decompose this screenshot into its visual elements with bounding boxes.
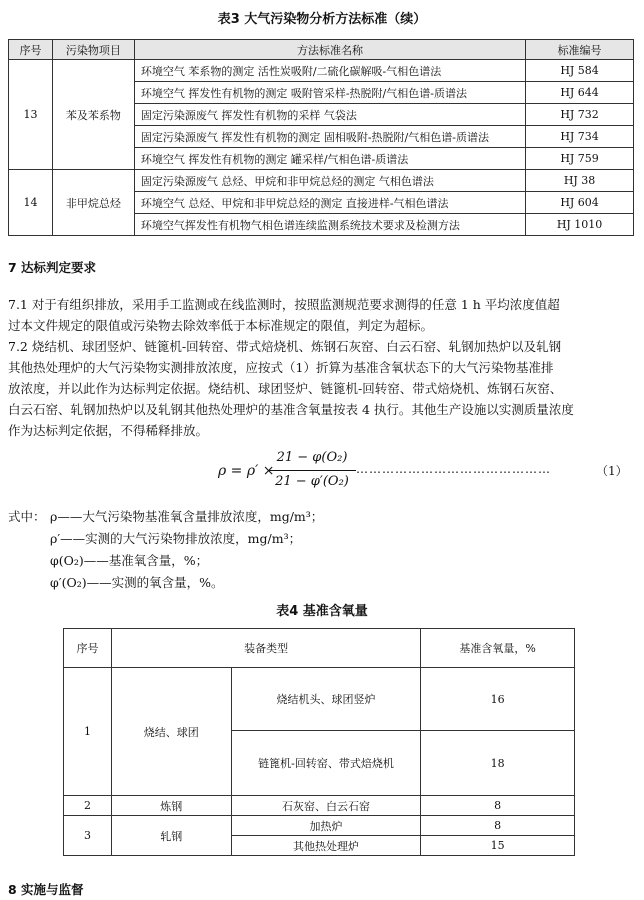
section8-title: 8 实施与监督: [8, 882, 84, 897]
table3-code: HJ 1010: [526, 214, 634, 236]
definition-phi-prime: φ′(O₂)——实测的氧含量，%。: [50, 575, 224, 590]
table-row: [9, 170, 634, 192]
table3-code: HJ 759: [526, 148, 634, 170]
table4-type: 轧钢: [111, 816, 231, 856]
table4-subtype: 烧结机头、球团竖炉: [231, 668, 421, 731]
table4-no: 3: [64, 816, 112, 856]
table4: [63, 628, 575, 856]
table4-subtype: 其他热处理炉: [231, 836, 421, 856]
definition-phi: φ(O₂)——基准氧含量，%；: [50, 553, 209, 568]
formula-fraction-bar: [268, 470, 356, 471]
table3-method: 固定污染源废气 挥发性有机物的测定 固相吸附-热脱附/气相色谱-质谱法: [134, 126, 525, 148]
table3-header-pollutant: 污染物项目: [52, 40, 134, 60]
paragraph-line: 7.2 烧结机、球团竖炉、链篦机-回转窑、带式焙烧机、炼钢石灰窑、白云石窑、轧钢加热炉以及轧钢: [8, 339, 562, 354]
section7-title: 7 达标判定要求: [8, 260, 97, 275]
definition-rho: ρ——大气污染物基准氧含量排放浓度，mg/m³；: [50, 509, 324, 524]
table4-subtype: 链篦机-回转窑、带式焙烧机: [231, 731, 421, 796]
table4-oxygen-value: 15: [421, 836, 575, 856]
table4-oxygen-value: 18: [421, 731, 575, 796]
formula-lhs: ρ = ρ′ ×: [218, 463, 275, 479]
formula-leader-dots: ………………………………………: [356, 462, 551, 476]
paragraph-7-1: [8, 294, 632, 336]
table4-oxygen-value: 16: [421, 668, 575, 731]
table4-oxygen-value: 8: [421, 796, 575, 816]
table-row: [64, 796, 575, 816]
paragraph-line: 其他热处理炉的大气污染物实测排放浓度，应按式（1）折算为基准含氧状态下的大气污染物基准排: [8, 360, 554, 375]
table4-type: 炼钢: [111, 796, 231, 816]
table3-code: HJ 732: [526, 104, 634, 126]
formula-numerator: 21 − φ(O₂): [276, 450, 348, 465]
table-row: [9, 60, 634, 82]
paragraph-line: 作为达标判定依据，不得稀释排放。: [8, 423, 209, 438]
table-row: [64, 816, 575, 836]
table3-header-row: [9, 40, 634, 60]
table3: [8, 39, 634, 236]
paragraph-line: 7.1 对于有组织排放，采用手工监测或在线监测时，按照监测规范要求测得的任意 1 h 平均浓度值超: [8, 297, 560, 312]
table4-subtype: 石灰窑、白云石窑: [231, 796, 421, 816]
table4-type: 烧结、球团: [111, 668, 231, 796]
paragraph-line: 过本文件规定的限值或污染物去除效率低于本标准规定的限值，判定为超标。: [8, 318, 434, 333]
table4-header-oxygen: 基准含氧量，%: [421, 629, 575, 668]
definition-rho-prime: ρ′——实测的大气污染物排放浓度，mg/m³；: [50, 531, 302, 546]
table4-header-row: [64, 629, 575, 668]
table4-oxygen-value: 8: [421, 816, 575, 836]
where-label: 式中：: [8, 509, 46, 524]
table4-header-type: 装备类型: [111, 629, 420, 668]
table3-group-pollutant: 苯及苯系物: [52, 60, 134, 170]
table3-header-method: 方法标准名称: [134, 40, 525, 60]
paragraph-7-2: [8, 336, 632, 441]
table4-no: 1: [64, 668, 112, 796]
table3-group-no: 14: [9, 170, 53, 236]
table3-code: HJ 604: [526, 192, 634, 214]
table4-no: 2: [64, 796, 112, 816]
formula-denominator: 21 − φ′(O₂): [275, 474, 349, 489]
table3-method: 环境空气 挥发性有机物的测定 罐采样/气相色谱-质谱法: [134, 148, 525, 170]
table3-group-no: 13: [9, 60, 53, 170]
table-row: [64, 668, 575, 731]
paragraph-line: 白云石窑、轧钢加热炉以及轧钢其他热处理炉的基准含氧量按表 4 执行。其他生产设施以实测质量浓度: [8, 402, 574, 417]
table3-code: HJ 644: [526, 82, 634, 104]
table3-caption: 表3 大气污染物分析方法标准（续）: [217, 12, 427, 27]
paragraph-line: 放浓度，并以此作为达标判定依据。烧结机、球团竖炉、链篦机-回转窑、带式焙烧机、炼钢石灰窑、: [8, 381, 563, 396]
table3-header-no: 序号: [9, 40, 53, 60]
table4-caption: 表4 基准含氧量: [276, 604, 368, 619]
table3-code: HJ 734: [526, 126, 634, 148]
formula-number: （1）: [596, 464, 628, 478]
table4-header-no: 序号: [64, 629, 112, 668]
table3-method: 固定污染源废气 总烃、甲烷和非甲烷总烃的测定 气相色谱法: [134, 170, 525, 192]
table3-code: HJ 38: [526, 170, 634, 192]
table3-method: 环境空气 挥发性有机物的测定 吸附管采样-热脱附/气相色谱-质谱法: [134, 82, 525, 104]
table3-method: 固定污染源废气 挥发性有机物的采样 气袋法: [134, 104, 525, 126]
table3-header-code: 标准编号: [526, 40, 634, 60]
table3-method: 环境空气挥发性有机物气相色谱连续监测系统技术要求及检测方法: [134, 214, 525, 236]
table3-group-pollutant: 非甲烷总烃: [52, 170, 134, 236]
table3-method: 环境空气 苯系物的测定 活性炭吸附/二硫化碳解吸-气相色谱法: [134, 60, 525, 82]
table3-method: 环境空气 总烃、甲烷和非甲烷总烃的测定 直接进样-气相色谱法: [134, 192, 525, 214]
table4-subtype: 加热炉: [231, 816, 421, 836]
table3-code: HJ 584: [526, 60, 634, 82]
